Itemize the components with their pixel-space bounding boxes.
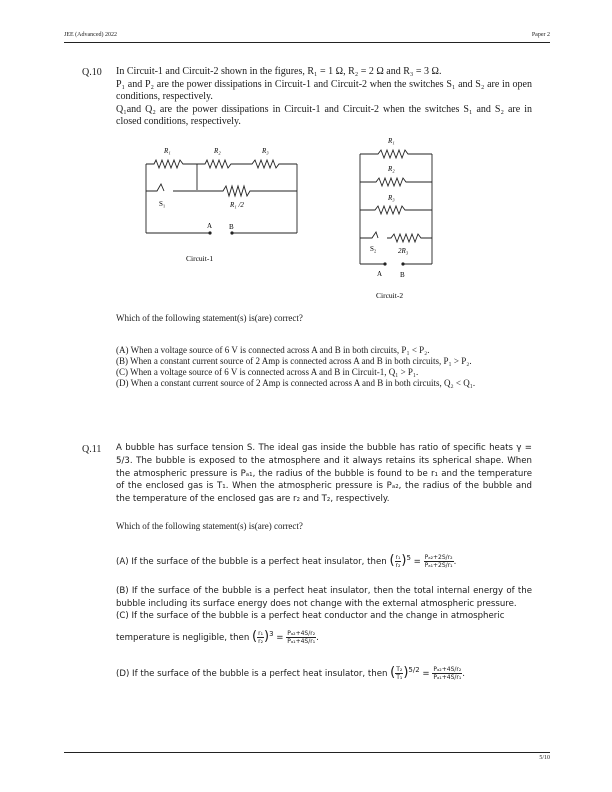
formula-c-den-frac: 4S <box>300 637 309 645</box>
c2-terminal-b: B <box>400 271 405 279</box>
formula-a-exp: 5 <box>406 554 411 562</box>
q11-option-d-formula: ( $\frac{\text{T₂}}{\text{T₁}}$ )$^{5/2}$ = $\frac{\text{Pₐ₂+4S/r₂}}{\text{Pₐ₁+4S/r₁}}$ . <box>390 664 466 681</box>
q11-prompt: Which of the following statement(s) is(are) correct? <box>116 521 303 531</box>
c2-label-r1: R₁ <box>388 137 395 145</box>
page-number: 5/10 <box>539 755 550 761</box>
q11-option-a-text: (A) If the surface of the bubble is a perfect heat insulator, then <box>116 556 387 567</box>
c2-label-2r3: 2R₃ <box>398 247 409 255</box>
q11-option-c-text: temperature is negligible, then <box>116 632 250 643</box>
formula-d-num-main: Pₐ₂+ <box>433 665 447 673</box>
formula-d-exp: 5/2 <box>408 666 420 674</box>
q11-option-b: (B) If the surface of the bubble is a perfect heat insulator, then the total internal energy of the bubble including its surface energy does not change with the external atmospheric pressure. <box>116 586 532 609</box>
formula-d-num-frac-den: r₂ <box>456 665 462 673</box>
q10-options <box>116 345 532 389</box>
formula-c-num-frac: 4S <box>300 629 309 637</box>
formula-a-num-frac-den: r₂ <box>447 553 453 561</box>
formula-a-den-frac-den: r₁ <box>447 561 453 569</box>
q11-option-d <box>116 664 532 681</box>
c1-label-r1: R₁ <box>164 147 171 155</box>
q11-intro: A bubble has surface tension S. The ideal gas inside the bubble has ratio of specific heats γ = 5/3. The bubble is exposed to the atmosphere and it always retains its spherical shape. When the atmospheric pressure is Pₐ₁, the radius of the bubble is found to be r₁ and the temperature of the enclosed gas is T₁. When the atmospheric pressure is Pₐ₂, the radius of the bubble and the temperature of the enclosed gas are r₂ and T₂, respectively. <box>116 443 532 505</box>
formula-d-num-frac: 4S <box>446 665 455 673</box>
c1-terminal-a: A <box>207 222 213 230</box>
formula-d-den-main: Pₐ₁+ <box>433 673 447 681</box>
formula-c-den-main: Pₐ₁+ <box>287 637 301 645</box>
c2-terminal-a: A <box>377 270 383 278</box>
q10-intro-line-3: Q₁and Q₂ are the power dissipations in Circuit-1 and Circuit-2 when the switches S₁ and S₂ are in closed conditions, respectively. <box>116 103 532 127</box>
circuit-2-diagram <box>350 130 460 305</box>
q11-option-c <box>116 610 532 645</box>
c1-terminal-b: B <box>229 223 234 231</box>
formula-d-den-frac: 4S <box>446 673 455 681</box>
c1-label-r1-half: R₁ /2 <box>230 201 244 209</box>
formula-c-exp: 3 <box>269 629 274 638</box>
formula-c-num-frac-den: r₂ <box>310 629 316 637</box>
formula-c-num-main: Pₐ₂+ <box>287 629 301 637</box>
formula-a-num-main: Pₐ₂+ <box>424 553 439 561</box>
formula-d-base-den: T₁ <box>396 673 403 681</box>
exam-title: JEE (Advanced) 2022 <box>64 32 117 38</box>
q11-option-c-line-1: (C) If the surface of the bubble is a perfect heat conductor and the change in atmospheric <box>116 611 505 621</box>
formula-c-base-num: r₁ <box>258 629 263 637</box>
circuit-2-caption: Circuit-2 <box>376 291 404 300</box>
q10-option-a: (A) When a voltage source of 6 V is connected across A and B in both circuits, P₁ < P₂. <box>116 345 430 355</box>
c1-label-r2: R₂ <box>214 147 221 155</box>
q11-option-a <box>116 552 532 569</box>
question-number-11: Q.11 <box>82 444 102 455</box>
formula-c-base-den: r₂ <box>258 637 263 645</box>
formula-d-den-frac-den: r₁ <box>456 673 462 681</box>
formula-c-den-frac-den: r₁ <box>310 637 316 645</box>
page-footer <box>64 752 550 761</box>
formula-a-den-frac: 2S <box>438 561 446 569</box>
c2-label-r3: R₃ <box>388 194 395 202</box>
q10-option-d: (D) When a constant current source of 2 Amp is connected across A and B in both circuits, Q₂ < Q₁. <box>116 378 476 388</box>
q10-intro-line-1: In Circuit-1 and Circuit-2 shown in the figures, R₁ = 1 Ω, R₂ = 2 Ω and R₃ = 3 Ω. <box>116 66 442 77</box>
formula-a-base-num: r₁ <box>395 553 401 561</box>
q10-option-c: (C) When a voltage source of 6 V is connected across A and B in Circuit-1, Q₁ > P₁. <box>116 367 419 377</box>
formula-a-den-main: Pₐ₁+ <box>424 561 439 569</box>
question-number-10: Q.10 <box>82 67 102 78</box>
paper-label: Paper 2 <box>531 32 550 38</box>
question-10-intro <box>116 66 532 129</box>
c2-label-s2: S₂ <box>370 245 377 253</box>
circuit-1-caption: Circuit-1 <box>186 254 214 263</box>
formula-d-base-num: T₂ <box>396 665 403 673</box>
c1-label-s1: S₁ <box>159 200 166 208</box>
circuit-1-diagram <box>140 140 320 270</box>
q10-prompt: Which of the following statement(s) is(are) correct? <box>116 313 303 323</box>
q10-option-b: (B) When a constant current source of 2 Amp is connected across A and B in both circuits, P₁ > P₂. <box>116 356 472 366</box>
c1-label-r3: R₃ <box>262 147 269 155</box>
page-header <box>64 30 550 43</box>
q11-option-a-formula: ( $\frac{\text{r₁}}{\text{r₂}}$ )$^5$ = $\frac{\text{Pₐ₂+2S/r₂}}{\text{Pₐ₁+2S/r₁}}$ . <box>389 552 457 569</box>
q10-intro-line-2: P₁ and P₂ are the power dissipations in Circuit-1 and Circuit-2 when the switches S₁ and S₂ are in open conditions, respectively. <box>116 78 532 102</box>
formula-a-num-frac: 2S <box>438 553 446 561</box>
formula-a-base-den: r₂ <box>395 561 401 569</box>
c2-label-r2: R₂ <box>388 165 395 173</box>
q11-option-c-line-2: temperature is negligible, then ( $\frac{\text{r₁}}{\text{r₂}}$ )$^3$ = $\frac{\text{Pₐ₂+4S/r₂}}{\text{Pₐ₁+4S/r₁}}$ . <box>116 628 319 645</box>
q11-option-d-text: (D) If the surface of the bubble is a perfect heat insulator, then <box>116 668 388 679</box>
